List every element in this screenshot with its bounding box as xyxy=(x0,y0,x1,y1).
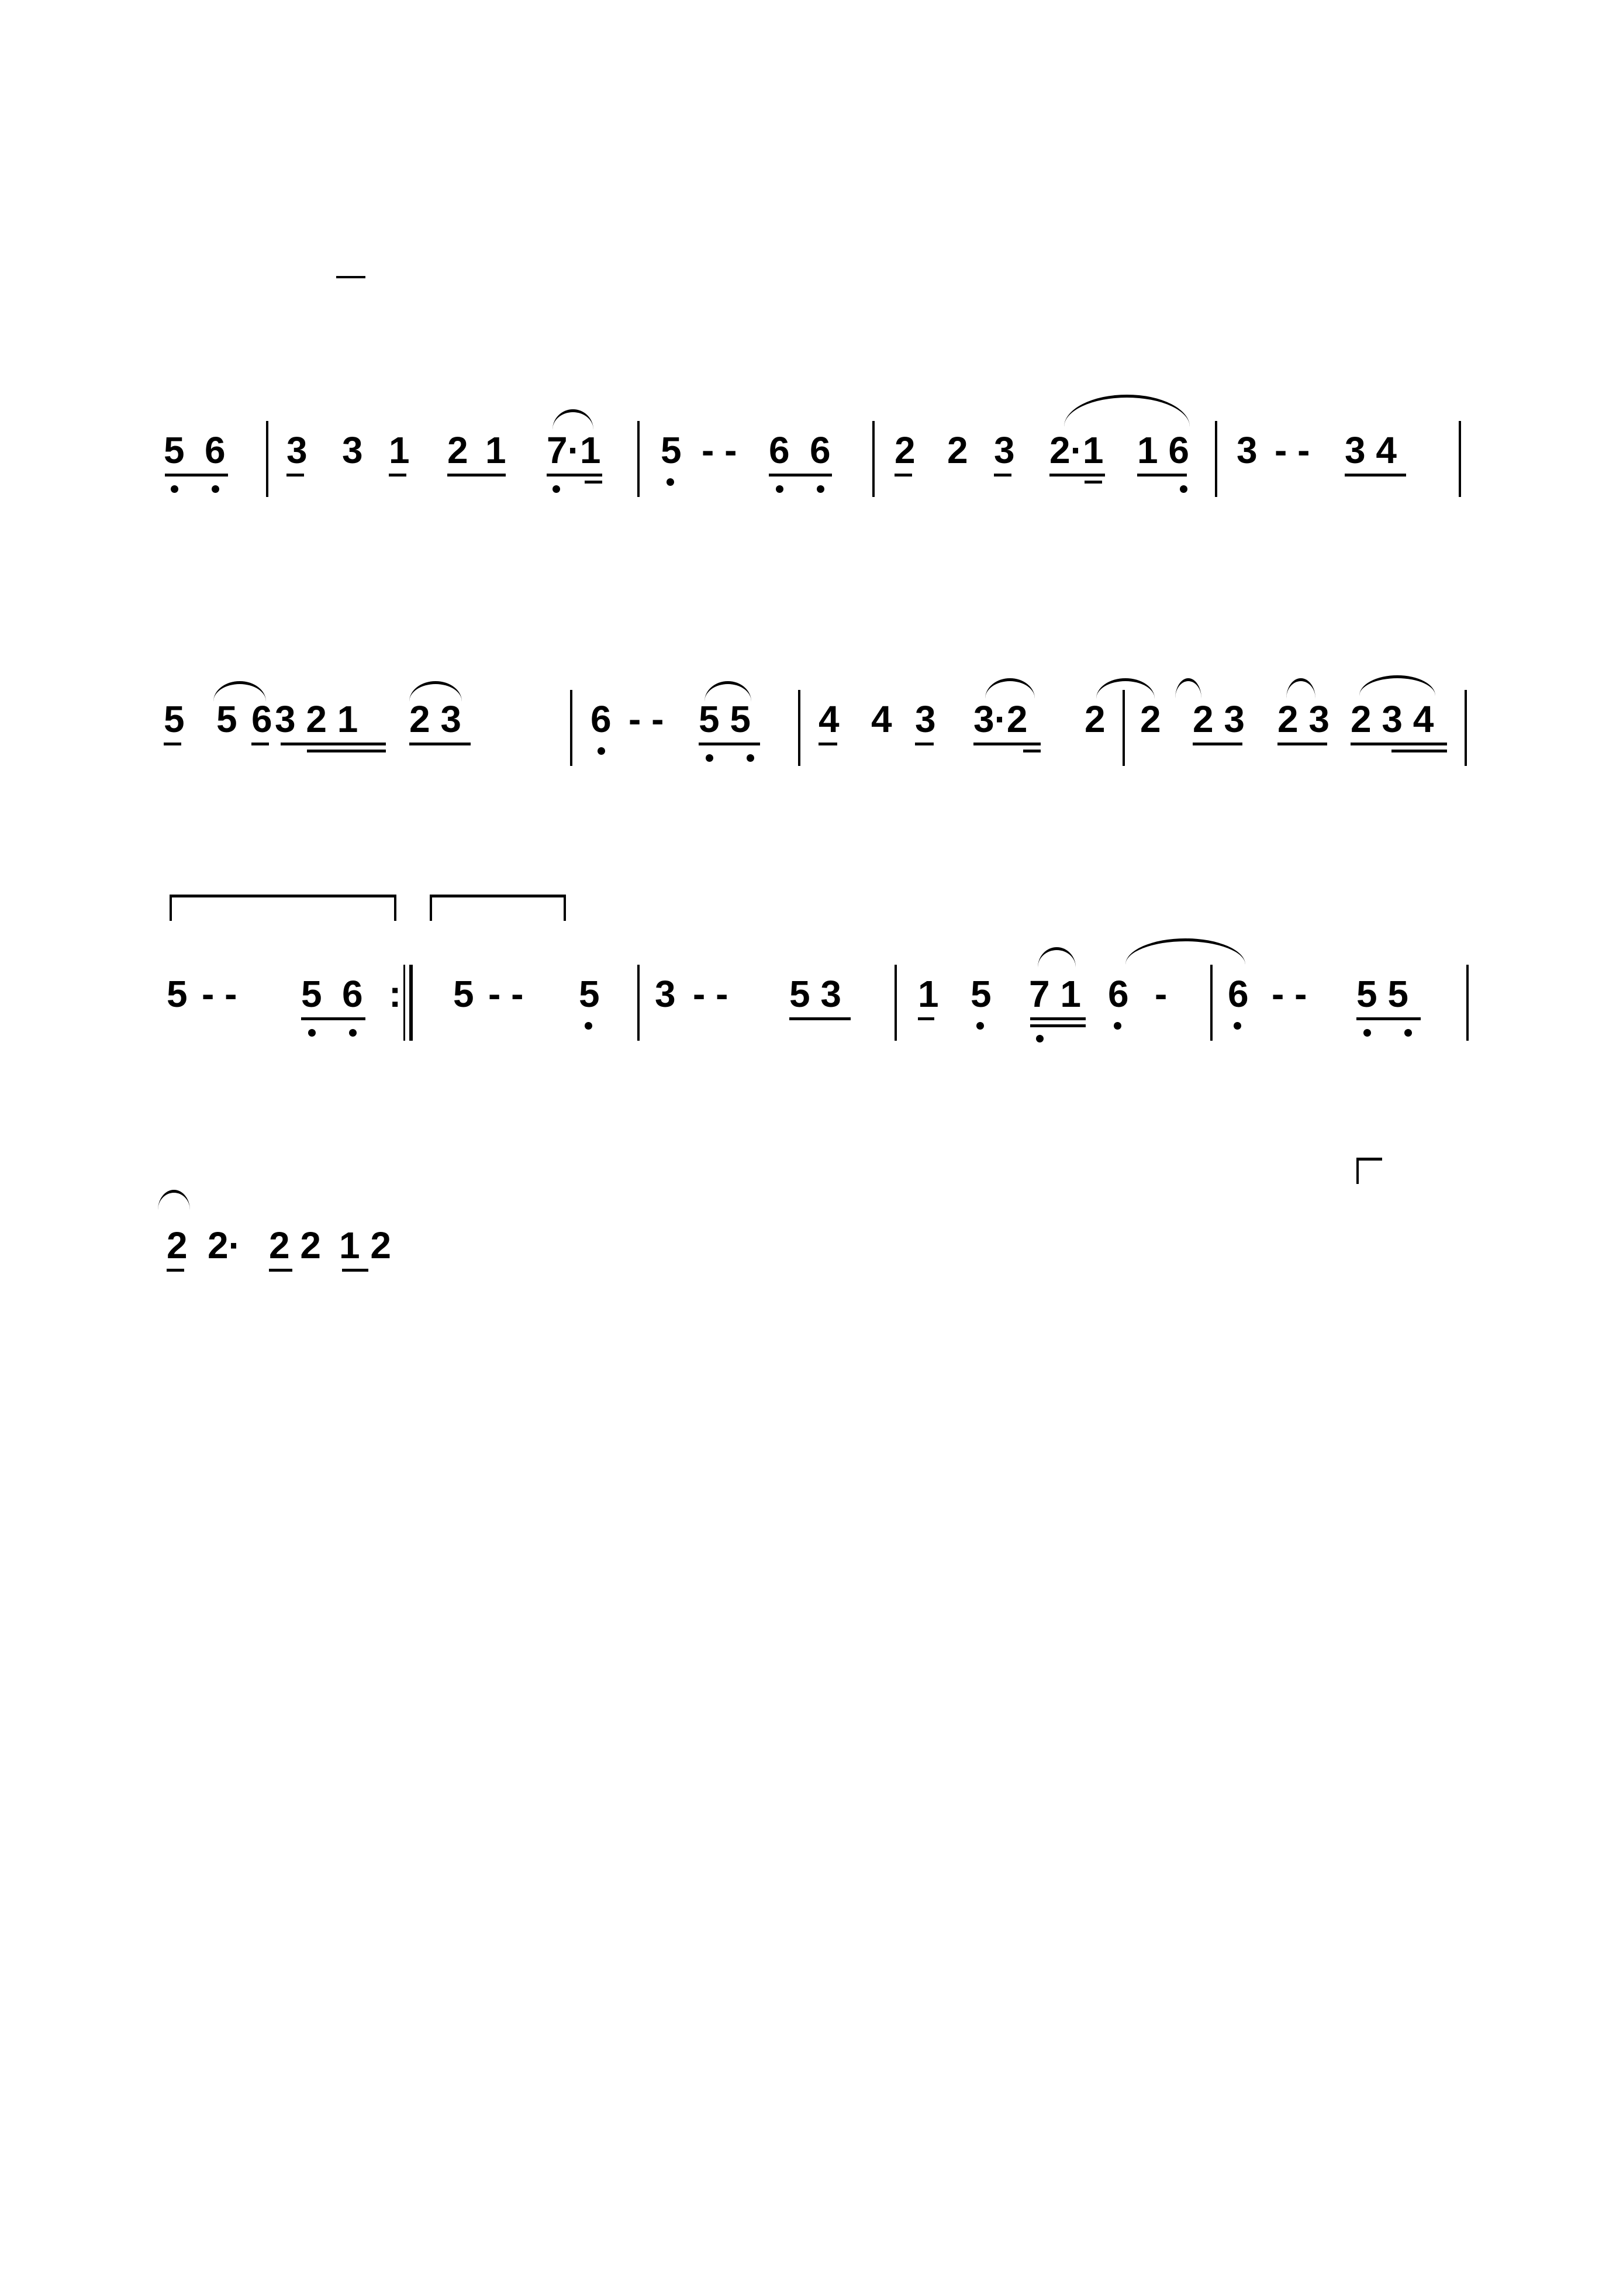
volta-2 xyxy=(430,895,566,921)
notation-row: 5 - - 5 6 : 5 - - 5 3 - - 5 3 1 5 7 1 6 - 6 - - 5 5 xyxy=(0,971,1623,1041)
notation-row: 2 2· 2 2 1 2 xyxy=(0,1222,1623,1292)
notation-row: 5 6 3 3 1 2 1 7·1 5 - - 6 6 2 2 3 2·1 1 6 3 - - 3 4 xyxy=(0,427,1623,497)
volta-3 xyxy=(1356,1158,1382,1184)
notation-row: 5 5 6 3 2 1 2 3 6 - - 5 5 4 4 3 3·2 2 2 2 3 2 3 2 3 4 xyxy=(0,696,1623,766)
volta-1 xyxy=(170,895,396,921)
time-signature xyxy=(336,275,365,279)
